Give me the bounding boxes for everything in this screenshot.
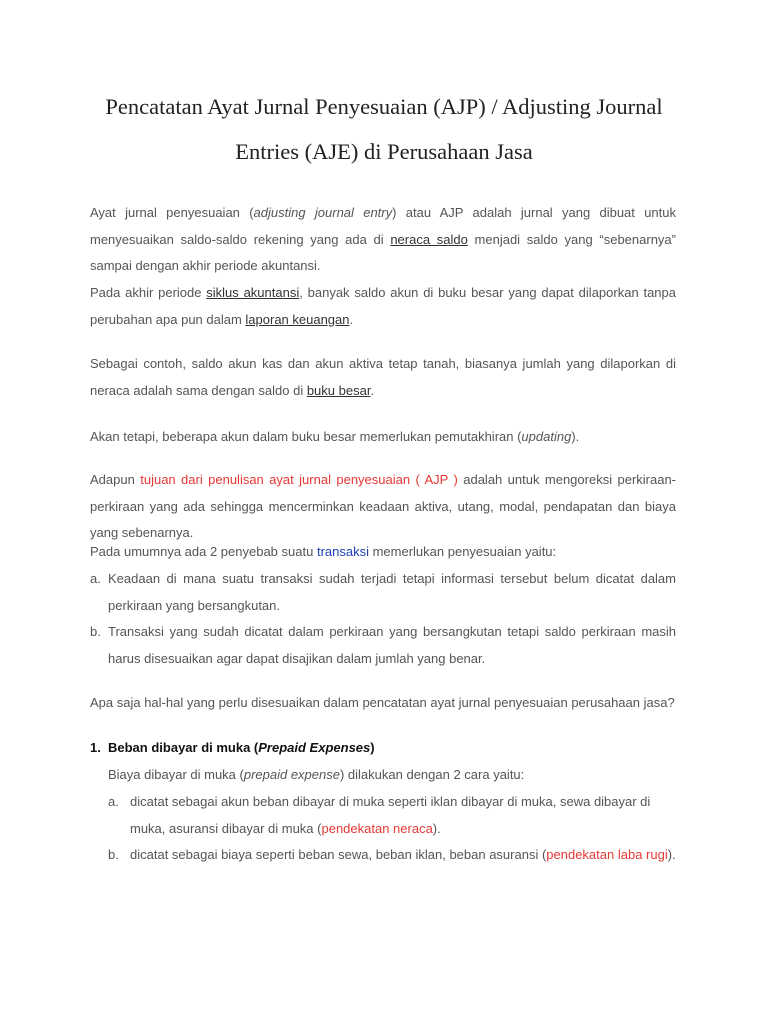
text: Beban dibayar di muka ( (108, 740, 259, 755)
text: Pada umumnya ada 2 penyebab suatu (90, 544, 317, 559)
page-title (70, 84, 698, 174)
link-laporan-keuangan[interactable]: laporan keuangan (245, 311, 350, 327)
text: Akan tetapi, beberapa akun dalam buku besar memerlukan pemutakhiran ( (90, 429, 522, 444)
text: ) (370, 740, 375, 755)
link-siklus-akuntansi[interactable]: siklus akuntansi (206, 285, 300, 300)
text: ) atau AJP adalah jurnal yang dibuat untuk menyesuaikan saldo-saldo rekening yang ada di (90, 205, 676, 247)
list-marker: a. (108, 794, 119, 809)
italic-term: Prepaid Expenses (258, 740, 371, 755)
title-line-1: Pencatatan Ayat Jurnal Penyesuaian (AJP) / Adjusting Journal (105, 94, 663, 119)
paragraph-purpose (90, 467, 676, 547)
list-marker: b. (108, 847, 119, 862)
text: menjadi saldo yang “sebenarnya” sampai dengan akhir periode akuntansi. (90, 231, 676, 273)
section-number: 1. (90, 740, 101, 755)
text: ). (432, 820, 441, 836)
link-buku-besar[interactable]: buku besar (306, 382, 371, 398)
highlight-purpose: tujuan dari penulisan ayat jurnal penyesuaian ( AJP ) (140, 472, 458, 487)
text: Sebagai contoh, saldo akun kas dan akun aktiva tetap tanah, biasanya jumlah yang dilaporkan di neraca adalah sama dengan saldo di (90, 356, 676, 398)
link-transaksi[interactable]: transaksi (316, 544, 369, 559)
list-item: Transaksi yang sudah dicatat dalam perkiraan yang bersangkutan tetapi saldo perkiraan masih harus disesuaikan agar dapat disajikan dalam jumlah yang benar. (108, 624, 676, 666)
list-marker: a. (90, 571, 101, 586)
title-line-2: Entries (AJE) di Perusahaan Jasa (235, 139, 533, 164)
italic-term: updating (521, 429, 572, 444)
text: dicatat sebagai akun beban dibayar di muka seperti iklan dibayar di muka, sewa dibayar di muka, asuransi dibayar di muka ( (130, 794, 651, 836)
list-item: Keadaan di mana suatu transaksi sudah terjadi tetapi informasi tersebut belum dicatat dalam perkiraan yang bersangkutan. (108, 571, 676, 613)
paragraph-question: Apa saja hal-hal yang perlu disesuaikan dalam pencatatan ayat jurnal penyesuaian perusahaan jasa? (90, 695, 675, 710)
italic-term: prepaid expense (243, 767, 340, 782)
text: . (370, 382, 375, 398)
text: ). (571, 429, 580, 444)
text: Adapun (90, 472, 141, 487)
highlight-approach: pendekatan neraca (321, 820, 433, 836)
link-neraca-saldo[interactable]: neraca saldo (390, 231, 468, 247)
text: Pada akhir periode (90, 285, 207, 300)
list-item (130, 842, 676, 869)
text: dicatat sebagai biaya seperti beban sewa, beban iklan, beban asuransi ( (130, 847, 547, 862)
paragraph-end-period (90, 280, 676, 333)
text: Biaya dibayar di muka ( (108, 767, 244, 782)
text: , banyak saldo akun di buku besar yang dapat dilaporkan tanpa perubahan apa pun dalam (90, 285, 676, 327)
text: ) dilakukan dengan 2 cara yaitu: (339, 767, 525, 782)
paragraph-definition (90, 200, 676, 280)
text: Ayat jurnal penyesuaian ( (90, 205, 254, 220)
text: memerlukan penyesuaian yaitu: (368, 544, 557, 559)
text: ). (667, 847, 676, 862)
list-item (130, 789, 676, 842)
paragraph-updating (90, 424, 676, 451)
paragraph-causes-intro (90, 539, 676, 566)
paragraph-example (90, 351, 676, 404)
italic-term: adjusting journal entry (253, 205, 393, 220)
section-intro (108, 762, 524, 789)
section-heading (108, 735, 375, 762)
text: . (349, 311, 354, 327)
text: adalah untuk mengoreksi perkiraan-perkiraan yang ada sehingga mencerminkan keadaan aktiva, utang, modal, pendapatan dan biaya yang sebenarnya. (90, 472, 677, 540)
highlight-approach: pendekatan laba rugi (546, 847, 668, 862)
list-marker: b. (90, 624, 101, 639)
